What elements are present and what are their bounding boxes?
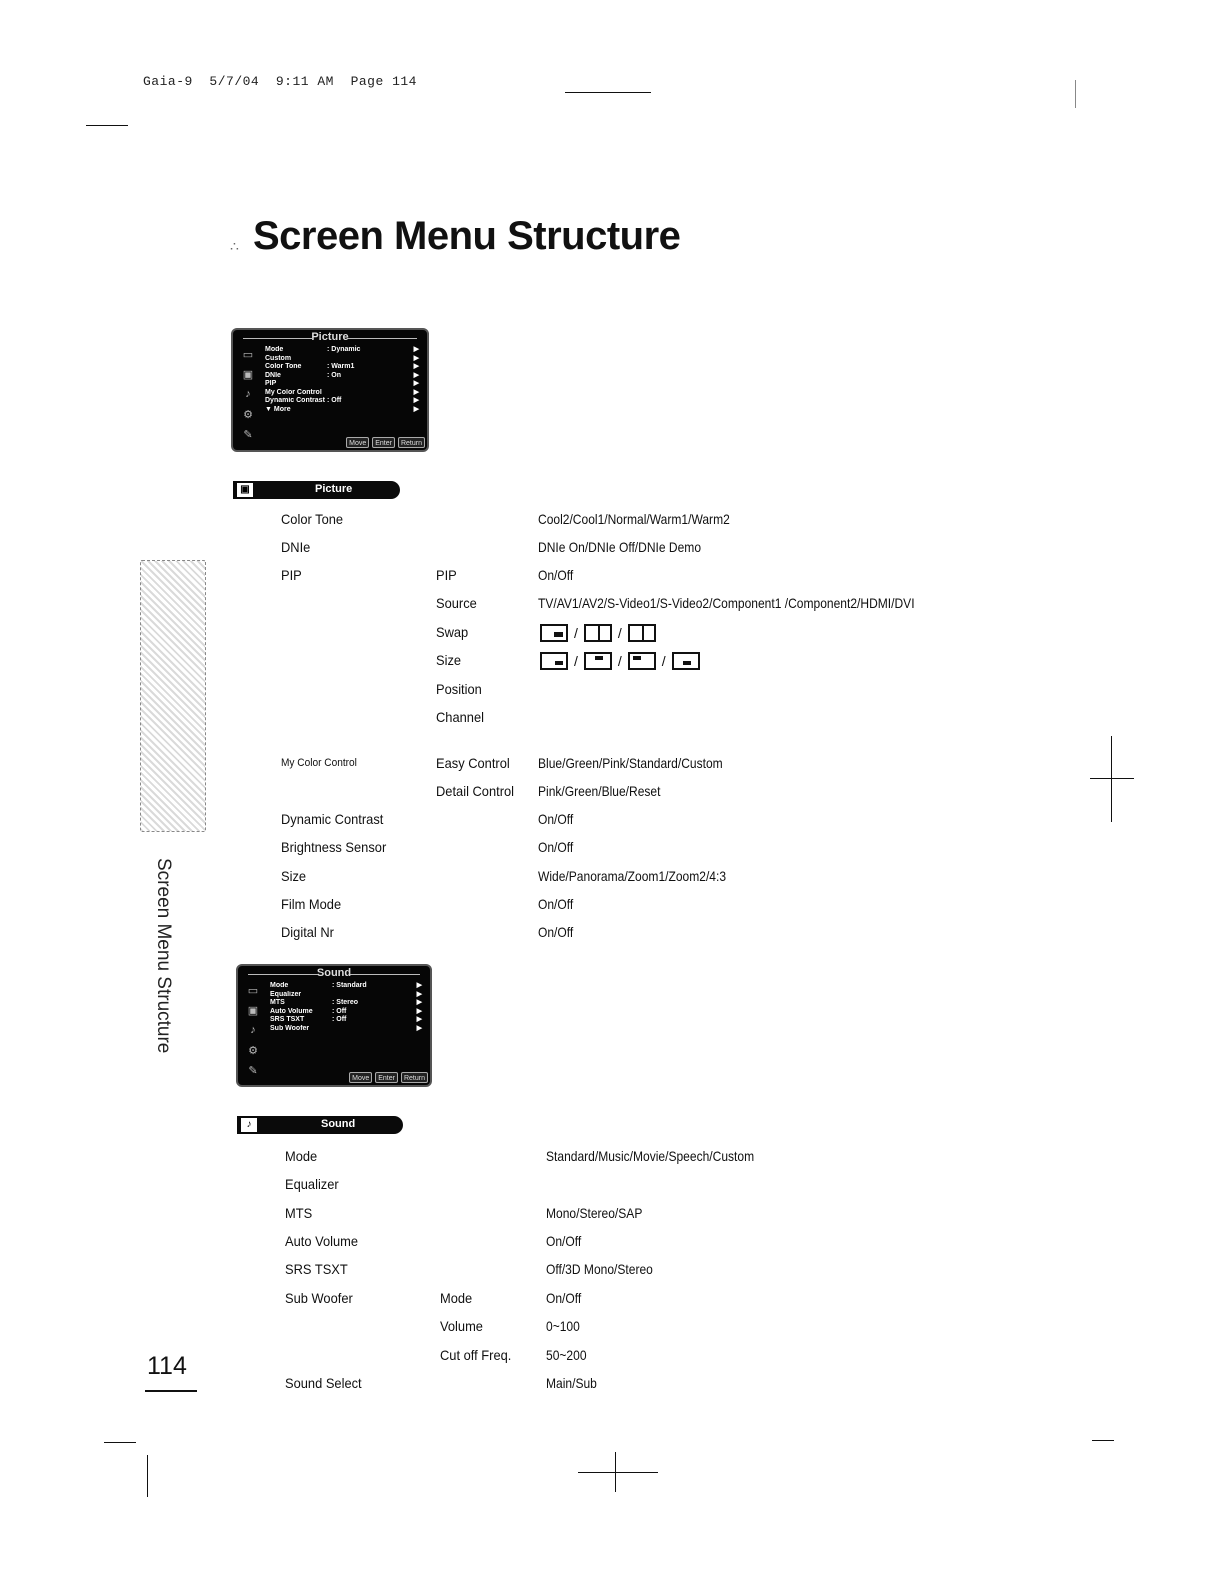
option-values: On/Off bbox=[546, 1233, 582, 1249]
submenu-item: Detail Control bbox=[436, 783, 515, 799]
submenu-item: Mode bbox=[440, 1290, 473, 1306]
menu-item: Sub Woofer bbox=[285, 1290, 353, 1306]
osd-row-label: Sub Woofer bbox=[270, 1024, 310, 1032]
option-values: TV/AV1/AV2/S-Video1/S-Video2/Component1 /Component2/HDMI/DVI bbox=[538, 595, 915, 611]
submenu-item: Position bbox=[436, 681, 482, 697]
sound-section-label: Sound bbox=[321, 1118, 356, 1130]
osd-row-label: Mode bbox=[265, 346, 284, 353]
osd-row-label: Color Tone bbox=[265, 363, 302, 370]
osd-row-label: Dynamic Contrast bbox=[265, 397, 325, 404]
picture-osd-rows bbox=[265, 346, 419, 414]
option-values: Off/3D Mono/Stereo bbox=[546, 1261, 653, 1277]
crop-mark-top-right bbox=[1075, 80, 1076, 108]
print-header bbox=[143, 74, 417, 89]
osd-menu-row bbox=[270, 1016, 422, 1025]
header-time: 9:11 AM bbox=[275, 74, 334, 89]
setup-icon: ✎ bbox=[243, 429, 253, 441]
pip-size-icon-2 bbox=[584, 652, 612, 670]
option-values: Mono/Stereo/SAP bbox=[546, 1205, 643, 1221]
submenu-item: Easy Control bbox=[436, 755, 510, 771]
menu-item: Brightness Sensor bbox=[281, 839, 387, 855]
arrow-right-icon: ▶ bbox=[416, 1016, 422, 1023]
channel-icon: ⚙ bbox=[248, 1045, 258, 1057]
arrow-right-icon: ▶ bbox=[416, 990, 422, 998]
side-tab bbox=[140, 560, 206, 832]
osd-menu-row bbox=[265, 380, 419, 389]
osd-row-value bbox=[327, 406, 411, 415]
option-values: On/Off bbox=[538, 924, 574, 940]
submenu-item: Swap bbox=[436, 624, 469, 640]
osd-row-value: : Off bbox=[332, 1007, 347, 1015]
sound-osd-title: Sound bbox=[238, 967, 430, 979]
option-values: 0~100 bbox=[546, 1318, 580, 1334]
osd-enter-hint: Enter bbox=[375, 1072, 398, 1083]
sound-icon: ♪ bbox=[241, 1118, 257, 1132]
crop-mark-top-left bbox=[86, 125, 128, 126]
osd-menu-row bbox=[265, 355, 419, 364]
osd-row-value: : Stereo bbox=[332, 999, 359, 1006]
title-bullet: ∴ bbox=[230, 238, 239, 254]
osd-row-value: : Dynamic bbox=[327, 346, 361, 353]
menu-item: DNIe bbox=[281, 539, 311, 555]
sound-section-bar bbox=[237, 1116, 403, 1134]
pip-size-icon-1 bbox=[540, 652, 568, 670]
header-page: Page 114 bbox=[350, 74, 417, 89]
arrow-right-icon: ▶ bbox=[416, 1007, 422, 1015]
arrow-right-icon: ▶ bbox=[416, 1024, 422, 1032]
submenu-item: PIP bbox=[436, 567, 457, 583]
osd-menu-row bbox=[265, 389, 419, 398]
registration-mark-bottom-h bbox=[578, 1472, 658, 1473]
registration-mark-bottom-v bbox=[615, 1452, 616, 1492]
osd-row-label: MTS bbox=[270, 999, 285, 1006]
osd-move-hint: Move bbox=[349, 1072, 372, 1083]
pip-size-icon-3 bbox=[628, 652, 656, 670]
osd-enter-hint: Enter bbox=[372, 437, 395, 448]
arrow-right-icon: ▶ bbox=[413, 346, 419, 353]
osd-row-value bbox=[332, 991, 414, 1000]
osd-menu-row bbox=[265, 406, 419, 415]
osd-menu-row bbox=[270, 991, 422, 1000]
registration-mark-right-v bbox=[1111, 736, 1112, 822]
osd-row-label: Equalizer bbox=[270, 990, 302, 998]
osd-row-label: PIP bbox=[265, 380, 277, 387]
page-number: 114 bbox=[147, 1352, 187, 1380]
osd-return-hint: Return bbox=[398, 437, 425, 448]
separator: / bbox=[617, 625, 622, 641]
menu-item: Mode bbox=[285, 1148, 318, 1164]
page-number-rule bbox=[145, 1390, 197, 1392]
osd-row-value bbox=[327, 380, 411, 389]
arrow-right-icon: ▶ bbox=[413, 371, 419, 379]
crop-mark-bottom-left-v bbox=[147, 1455, 148, 1497]
osd-row-value bbox=[327, 355, 411, 364]
menu-item: Auto Volume bbox=[285, 1233, 359, 1249]
menu-item: Dynamic Contrast bbox=[281, 811, 384, 827]
arrow-right-icon: ▶ bbox=[416, 999, 422, 1006]
option-values: Blue/Green/Pink/Standard/Custom bbox=[538, 755, 723, 771]
sound-osd-screenshot bbox=[236, 964, 432, 1087]
menu-item: SRS TSXT bbox=[285, 1261, 348, 1277]
osd-row-label: Auto Volume bbox=[270, 1007, 313, 1015]
sound-icon: ♪ bbox=[250, 1024, 256, 1036]
side-label: Screen Menu Structure bbox=[153, 858, 174, 1054]
submenu-item: Channel bbox=[436, 709, 484, 725]
osd-row-label: My Color Control bbox=[265, 388, 322, 396]
pip-size-icon-4 bbox=[672, 652, 700, 670]
osd-row-label: ▼ More bbox=[265, 405, 291, 413]
arrow-right-icon: ▶ bbox=[413, 363, 419, 370]
picture-section-label: Picture bbox=[315, 483, 353, 495]
submenu-item: Volume bbox=[440, 1318, 483, 1334]
option-values: DNIe On/DNIe Off/DNIe Demo bbox=[538, 539, 702, 555]
pip-swap-icon-2 bbox=[584, 624, 612, 642]
osd-menu-row bbox=[265, 346, 419, 355]
submenu-item: Size bbox=[436, 652, 462, 668]
setup-icon: ✎ bbox=[248, 1065, 258, 1077]
osd-row-value: : Off bbox=[327, 397, 342, 404]
osd-row-value bbox=[332, 1025, 414, 1034]
option-values: Pink/Green/Blue/Reset bbox=[538, 783, 661, 799]
osd-menu-row bbox=[270, 999, 422, 1008]
picture-osd-footer bbox=[273, 437, 425, 448]
osd-menu-row bbox=[270, 1025, 422, 1034]
pip-swap-icon-1 bbox=[540, 624, 568, 642]
osd-move-hint: Move bbox=[346, 437, 369, 448]
osd-icon-column bbox=[242, 984, 264, 1078]
registration-mark-right-h bbox=[1090, 778, 1134, 779]
osd-menu-row bbox=[265, 363, 419, 372]
arrow-right-icon: ▶ bbox=[413, 397, 419, 404]
sound-icon: ♪ bbox=[245, 388, 251, 400]
input-icon: ▭ bbox=[247, 985, 259, 997]
submenu-item: Cut off Freq. bbox=[440, 1347, 512, 1363]
picture-icon: ▣ bbox=[237, 483, 253, 497]
picture-icon: ▣ bbox=[247, 1005, 259, 1017]
picture-icon: ▣ bbox=[242, 369, 254, 381]
crop-mark-bottom-left-h bbox=[104, 1442, 136, 1443]
osd-row-value: : Standard bbox=[332, 982, 367, 989]
option-values: On/Off bbox=[538, 567, 574, 583]
separator: / bbox=[661, 653, 666, 669]
menu-item: Sound Select bbox=[285, 1375, 362, 1391]
menu-item: My Color Control bbox=[281, 757, 357, 769]
crop-mark-bottom-right bbox=[1092, 1440, 1114, 1441]
osd-row-value: : Off bbox=[332, 1016, 347, 1023]
option-values: Standard/Music/Movie/Speech/Custom bbox=[546, 1148, 755, 1164]
osd-menu-row bbox=[270, 982, 422, 991]
osd-row-label: SRS TSXT bbox=[270, 1016, 305, 1023]
picture-section-bar bbox=[233, 481, 400, 499]
arrow-right-icon: ▶ bbox=[413, 380, 419, 387]
option-values: Cool2/Cool1/Normal/Warm1/Warm2 bbox=[538, 511, 730, 527]
osd-row-value: : Warm1 bbox=[327, 363, 355, 370]
arrow-right-icon: ▶ bbox=[413, 354, 419, 362]
osd-row-value: : On bbox=[327, 371, 341, 379]
osd-icon-column bbox=[237, 348, 259, 442]
osd-return-hint: Return bbox=[401, 1072, 428, 1083]
arrow-right-icon: ▶ bbox=[413, 388, 419, 396]
arrow-right-icon: ▶ bbox=[416, 982, 422, 989]
option-values: 50~200 bbox=[546, 1347, 587, 1363]
sound-osd-footer bbox=[278, 1072, 428, 1083]
option-values: On/Off bbox=[538, 839, 574, 855]
pip-swap-icon-3 bbox=[628, 624, 656, 642]
channel-icon: ⚙ bbox=[243, 409, 253, 421]
menu-item: Film Mode bbox=[281, 896, 342, 912]
menu-item: Equalizer bbox=[285, 1176, 339, 1192]
submenu-item: Source bbox=[436, 595, 477, 611]
picture-osd-title: Picture bbox=[233, 331, 427, 343]
osd-menu-row bbox=[270, 1008, 422, 1017]
option-values: On/Off bbox=[538, 896, 574, 912]
separator: / bbox=[574, 625, 578, 641]
arrow-right-icon: ▶ bbox=[413, 405, 419, 413]
menu-item: MTS bbox=[285, 1205, 313, 1221]
separator: / bbox=[574, 653, 578, 669]
menu-item: Digital Nr bbox=[281, 924, 334, 940]
header-date: 5/7/04 bbox=[209, 74, 260, 89]
option-values: Wide/Panorama/Zoom1/Zoom2/4:3 bbox=[538, 868, 727, 884]
registration-mark-top bbox=[565, 92, 651, 93]
osd-row-label: DNIe bbox=[265, 371, 281, 379]
osd-row-value bbox=[327, 389, 411, 398]
pip-swap-icons bbox=[540, 624, 656, 642]
pip-size-icons bbox=[540, 652, 700, 670]
option-values: On/Off bbox=[546, 1290, 582, 1306]
option-values: Main/Sub bbox=[546, 1375, 597, 1391]
page-title: Screen Menu Structure bbox=[253, 214, 681, 258]
osd-menu-row bbox=[265, 372, 419, 381]
menu-item: PIP bbox=[281, 567, 302, 583]
menu-item: Color Tone bbox=[281, 511, 344, 527]
sound-osd-rows bbox=[270, 982, 422, 1033]
separator: / bbox=[617, 653, 622, 669]
picture-osd-screenshot bbox=[231, 328, 429, 452]
input-icon: ▭ bbox=[242, 349, 254, 361]
menu-item: Size bbox=[281, 868, 307, 884]
osd-row-label: Mode bbox=[270, 982, 289, 989]
header-file: Gaia-9 bbox=[143, 74, 193, 89]
option-values: On/Off bbox=[538, 811, 574, 827]
osd-row-label: Custom bbox=[265, 354, 292, 362]
osd-menu-row bbox=[265, 397, 419, 406]
